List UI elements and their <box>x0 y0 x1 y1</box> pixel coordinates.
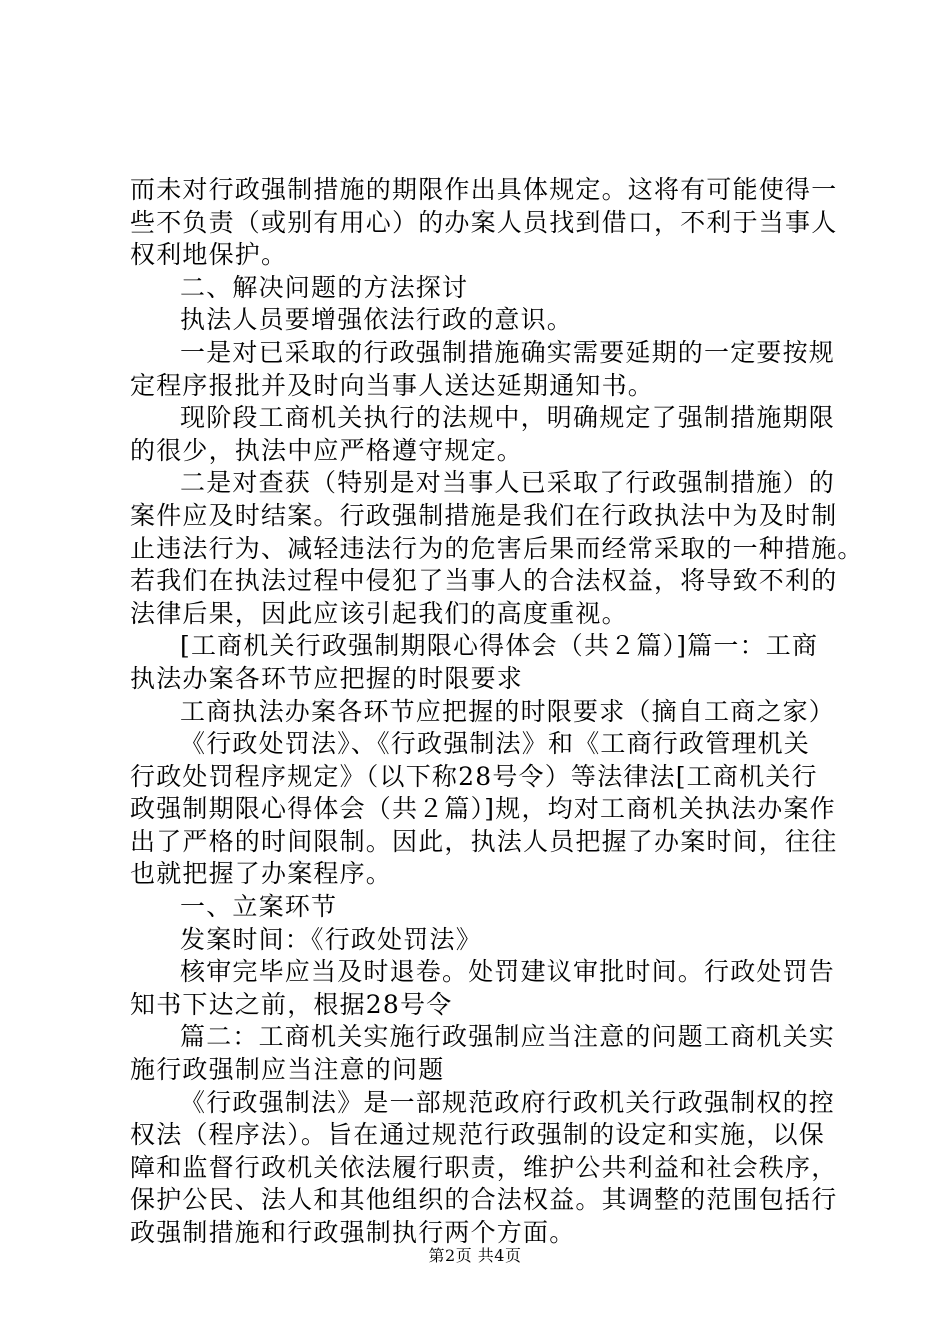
text-line: 现阶段工商机关执行的法规中，明确规定了强制措施期限 <box>180 403 836 433</box>
text-line: [工商机关行政强制期限心得体会（共２篇）]篇一：工商 <box>180 631 819 661</box>
text-line: 执法办案各环节应把握的时限要求 <box>130 663 524 693</box>
text-line: 权法（程序法）。旨在通过规范行政强制的设定和实施，以保 <box>130 1120 825 1150</box>
text-line: 政强制措施和行政强制执行两个方面。 <box>130 1218 576 1247</box>
text-line: 行政处罚程序规定》（以下称28号令）等法律法[工商机关行 <box>130 761 818 791</box>
text-line: 一是对已采取的行政强制措施确实需要延期的一定要按规 <box>180 337 836 367</box>
text-line: 止违法行为、减轻违法行为的危害后果而经常采取的一种措施。 <box>130 533 864 563</box>
text-line: 《行政强制法》是一部规范政府行政机关行政强制权的控 <box>180 1087 836 1117</box>
text-line: 核审完毕应当及时退卷。处罚建议审批时间。行政处罚告 <box>180 957 836 987</box>
text-line: 案件应及时结案。行政强制措施是我们在行政执法中为及时制 <box>130 500 838 530</box>
text-line: 权利地保护。 <box>130 240 288 270</box>
text-line: 而未对行政强制措施的期限作出具体规定。这将有可能使得一 <box>130 175 838 204</box>
text-line: 知书下达之前，根据28号令 <box>130 989 453 1019</box>
page-number-footer: 第2页 共4页 <box>428 1246 522 1265</box>
text-line: 若我们在执法过程中侵犯了当事人的合法权益，将导致不利的 <box>130 566 838 596</box>
text-line: 出了严格的时间限制。因此，执法人员把握了办案时间，往往 <box>130 826 838 856</box>
section-heading: 二、解决问题的方法探讨 <box>180 272 469 302</box>
text-line: 法律后果，因此应该引起我们的高度重视。 <box>130 598 628 628</box>
text-line: 执法人员要增强依法行政的意识。 <box>180 305 574 335</box>
text-line: 篇二：工商机关实施行政强制应当注意的问题工商机关实 <box>180 1022 836 1052</box>
text-line: 保护公民、法人和其他组织的合法权益。其调整的范围包括行 <box>130 1185 838 1215</box>
text-line: 工商执法办案各环节应把握的时限要求（摘自工商之家） <box>180 696 836 726</box>
text-line: 也就把握了办案程序。 <box>130 859 393 889</box>
text-line: 障和监督行政机关依法履行职责，维护公共利益和社会秩序， <box>130 1152 838 1182</box>
body-text <box>130 174 864 1250</box>
text-line: 些不负责（或别有用心）的办案人员找到借口，不利于当事人 <box>130 207 838 237</box>
text-line: 的很少，执法中应严格遵守规定。 <box>130 435 524 465</box>
text-line: 发案时间：《行政处罚法》 <box>180 924 482 954</box>
text-line: 二是对查获（特别是对当事人已采取了行政强制措施）的 <box>180 468 836 498</box>
text-line: 施行政强制应当注意的问题 <box>130 1055 445 1085</box>
section-heading: 一、立案环节 <box>180 892 338 922</box>
text-line: 政强制期限心得体会（共２篇）]规，均对工商机关执法办案作 <box>130 794 836 824</box>
text-line: 定程序报批并及时向当事人送达延期通知书。 <box>130 370 655 400</box>
text-line: 《行政处罚法》、《行政强制法》和《工商行政管理机关 <box>180 729 811 759</box>
